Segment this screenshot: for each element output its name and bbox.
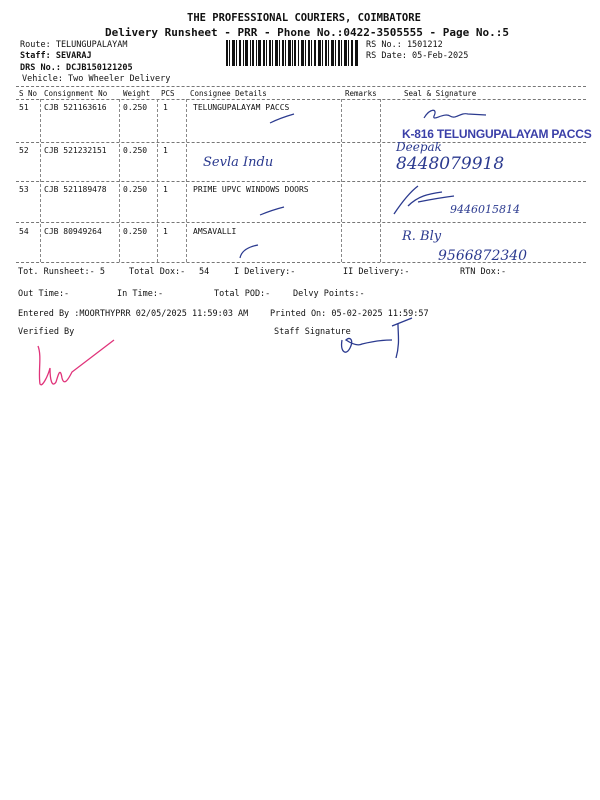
col-header-weight: Weight [123, 89, 151, 98]
page-title: Delivery Runsheet - PRR - Phone No.:0422-3505555 - Page No.:5 [105, 26, 509, 39]
signature-scribble-icon [420, 106, 490, 128]
verified-by-label: Verified By [18, 327, 75, 337]
vehicle-label: Vehicle: Two Wheeler Delivery [22, 74, 171, 84]
handwritten-phone: 8448079918 [396, 154, 505, 174]
row1-pcs: 1 [163, 103, 168, 112]
total-pod: Total POD:- [214, 289, 271, 299]
rs-date-label: RS Date: 05-Feb-2025 [366, 51, 469, 61]
row2-pcs: 1 [163, 146, 168, 155]
in-time: In Time:- [117, 289, 164, 299]
rs-no-label: RS No.: 1501212 [366, 40, 443, 50]
row4-pcs: 1 [163, 227, 168, 236]
i-delivery: I Delivery:- [234, 267, 296, 277]
drs-label: DRS No.: DCJB150121205 [20, 63, 133, 73]
col-header-pcs: PCS [161, 89, 175, 98]
row4-weight: 0.250 [123, 227, 148, 236]
verified-signature-icon [28, 336, 120, 394]
row1-consignee: TELUNGUPALAYAM PACCS [193, 103, 290, 112]
row4-consignment: CJB 80949264 [44, 227, 102, 236]
check-mark-icon [268, 112, 298, 126]
row-rule [16, 222, 586, 223]
handwritten-phone: 9446015814 [450, 203, 520, 216]
row2-sno: 52 [19, 146, 29, 155]
barcode [226, 40, 358, 66]
col-header-sno: S No [19, 89, 38, 98]
row3-weight: 0.250 [123, 185, 148, 194]
row1-consignment: CJB 521163616 [44, 103, 107, 112]
printed-on: Printed On: 05-02-2025 11:59:57 [270, 309, 429, 319]
col-header-seal: Seal & Signature [404, 89, 477, 98]
total-dox-label: Total Dox:- [129, 267, 186, 277]
total-dox-count: 54 [199, 267, 210, 277]
row-rule [16, 181, 586, 182]
check-mark-icon [258, 204, 288, 218]
handwritten-name: R. Bly [402, 229, 442, 244]
row3-consignee: PRIME UPVC WINDOWS DOORS [193, 185, 309, 194]
row3-pcs: 1 [163, 185, 168, 194]
route-label: Route: TELUNGUPALAYAM [20, 40, 128, 50]
ii-delivery: II Delivery:- [343, 267, 410, 277]
col-header-consignment: Consignment No [44, 89, 108, 98]
staff-signature-label: Staff Signature [274, 327, 351, 337]
staff-signature-icon [336, 314, 426, 360]
rtn-dox: RTN Dox:- [460, 267, 507, 277]
check-mark-icon [236, 242, 266, 262]
row2-weight: 0.250 [123, 146, 148, 155]
out-time: Out Time:- [18, 289, 70, 299]
table-top-rule [16, 86, 586, 87]
row2-consignment: CJB 521232151 [44, 146, 107, 155]
staff-label: Staff: SEVARAJ [20, 51, 92, 61]
row3-consignment: CJB 521189478 [44, 185, 107, 194]
seal-stamp: K-816 TELUNGUPALAYAM PACCS [402, 127, 592, 141]
delivery-points: Delvy Points:- [293, 289, 365, 299]
company-name: THE PROFESSIONAL COURIERS, COIMBATORE [187, 12, 421, 24]
total-runsheet: Tot. Runsheet:- 5 [18, 267, 105, 277]
handwritten-phone: 9566872340 [438, 248, 528, 264]
row-rule [16, 142, 586, 143]
row4-sno: 54 [19, 227, 29, 236]
col-header-remarks: Remarks [345, 89, 377, 98]
row4-consignee: AMSAVALLI [193, 227, 237, 236]
entered-by: Entered By :MOORTHYPRR 02/05/2025 11:59:03 AM [18, 309, 249, 319]
row3-sno: 53 [19, 185, 29, 194]
row1-weight: 0.250 [123, 103, 148, 112]
handwritten-name: Deepak [396, 140, 442, 154]
handwritten-consignee: Sevla Indu [203, 155, 274, 170]
signature-scribble-icon [388, 182, 458, 218]
row1-sno: 51 [19, 103, 29, 112]
table-header-rule [16, 99, 586, 100]
col-header-consignee: Consignee Details [190, 89, 267, 98]
